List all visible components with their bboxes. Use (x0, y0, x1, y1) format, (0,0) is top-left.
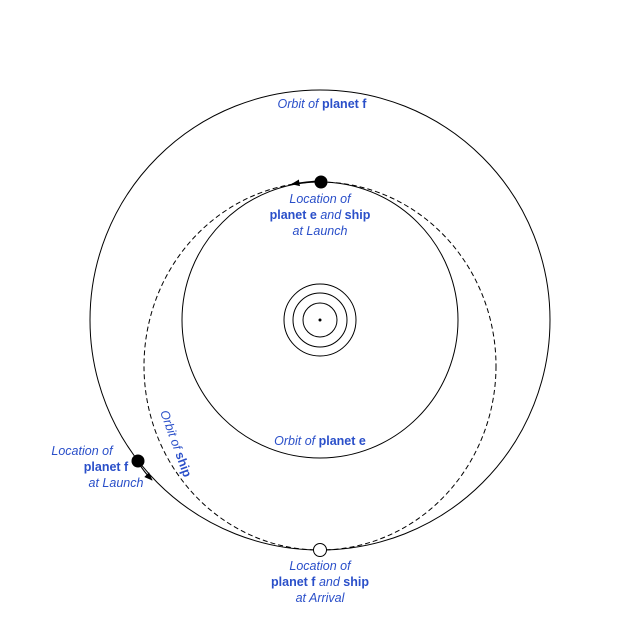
orbit-f-label: Orbit of planet f (277, 97, 367, 111)
planet-f-launch-marker (132, 455, 145, 468)
launch-e-label-line2: planet e and ship (269, 208, 371, 222)
planet-e-launch-marker (315, 176, 328, 189)
arrival-label-line3: at Arrival (295, 591, 345, 605)
orbit-ship-label: Orbit of ship (157, 408, 195, 479)
launch-f-label-line3: at Launch (88, 476, 144, 490)
arrival-label-line1: Location of (289, 559, 351, 573)
launch-e-label-line3: at Launch (292, 224, 348, 238)
launch-f-label-line2: planet f (83, 460, 129, 474)
planet-f-arrival-marker (314, 544, 327, 557)
launch-e-label-line1: Location of (289, 192, 351, 206)
orbit-e-label: Orbit of planet e (274, 434, 366, 448)
arrival-label-line2: planet f and ship (271, 575, 369, 589)
sun-center-dot (319, 319, 322, 322)
launch-f-label-line1: Location of (51, 444, 113, 458)
